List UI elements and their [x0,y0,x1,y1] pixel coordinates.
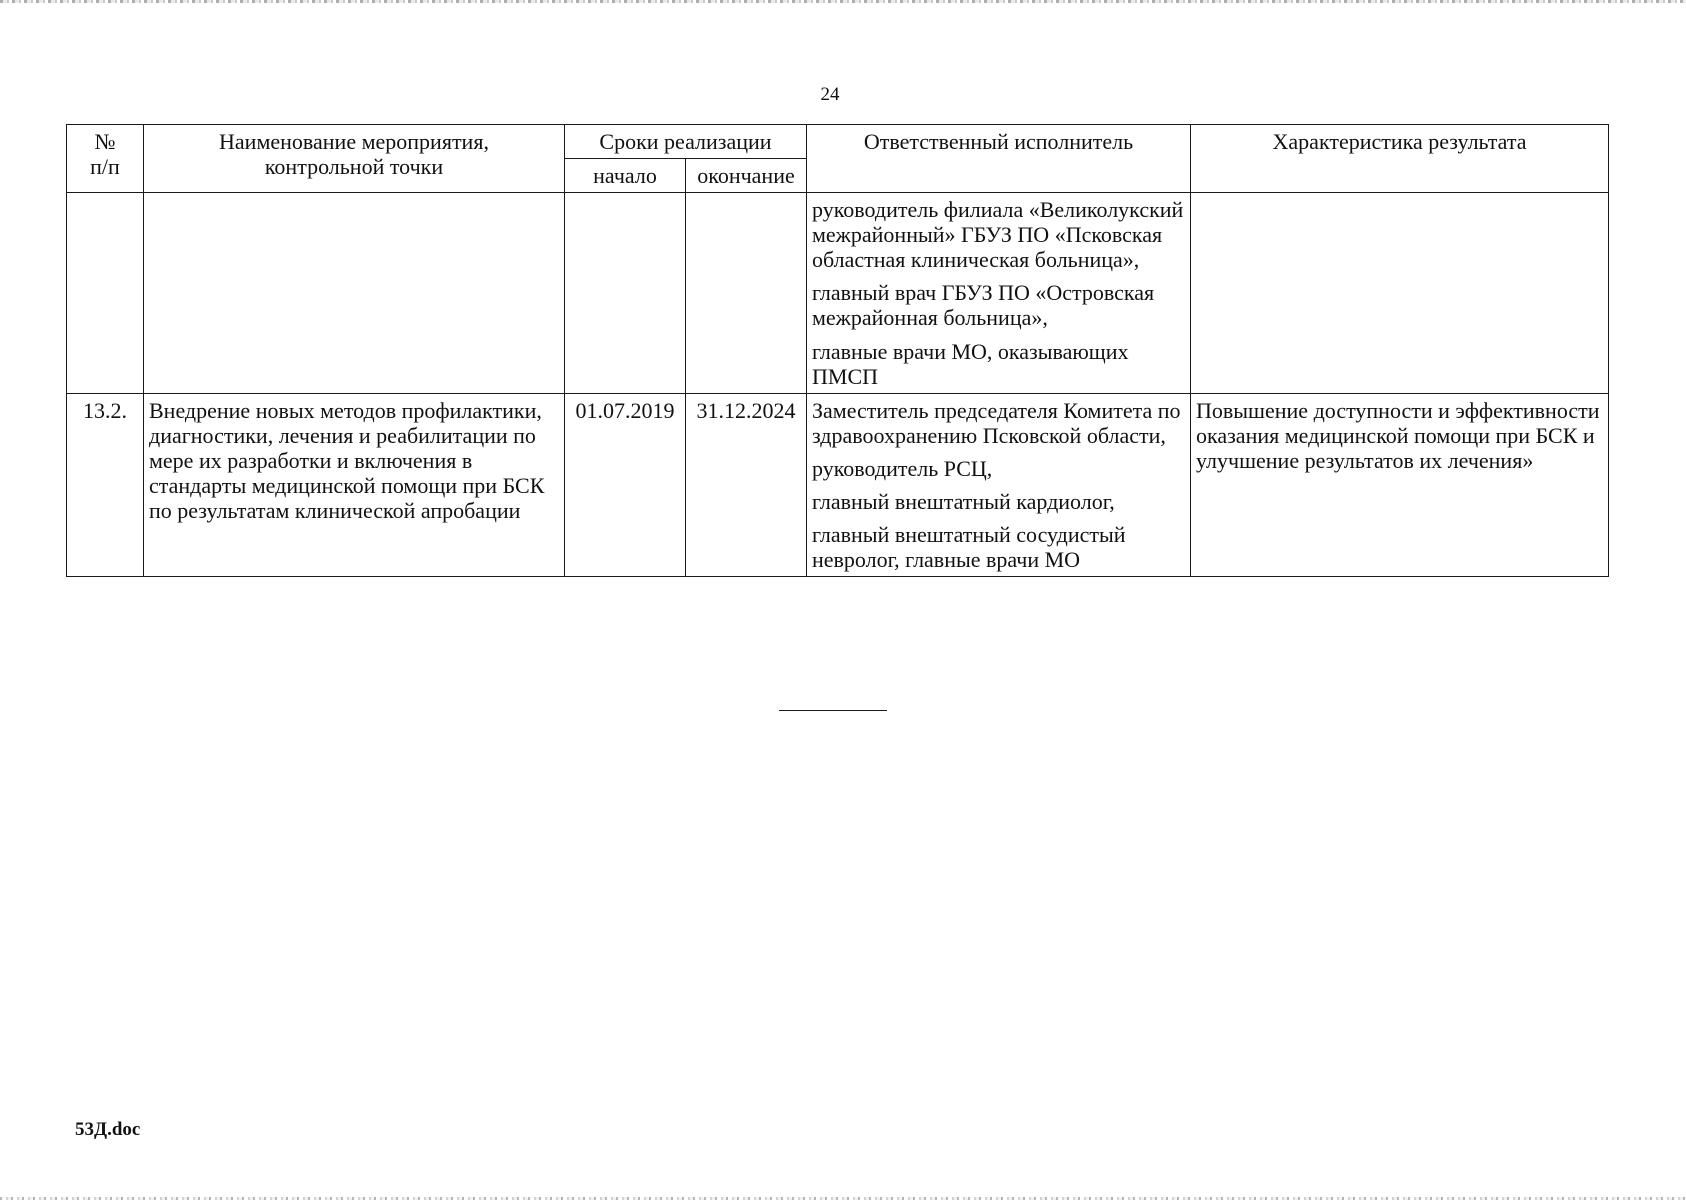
footer-filename: 53Д.doc [75,1119,141,1140]
responsible-entry: руководитель филиала «Великолукский межрайонный» ГБУЗ ПО «Псковская областная клиническая больница», [812,197,1184,273]
cell-end: 31.12.2024 [686,393,807,576]
cell-responsible [807,393,1191,576]
cell-num [67,193,144,394]
table-row [67,393,1609,576]
table-row [67,193,1609,394]
cell-result [1191,193,1609,394]
header-name-label: Наименование мероприятия, контрольной точки [219,129,489,180]
cell-end [686,193,807,394]
header-result: Характеристика результата [1191,125,1609,193]
cell-start: 01.07.2019 [565,393,686,576]
header-num-label: № п/п [90,129,120,180]
responsible-entry: главный внештатный сосудистый невролог, главные врачи МО [812,522,1126,573]
cell-name [144,193,565,394]
cell-responsible [807,193,1191,394]
cell-name: Внедрение новых методов профилактики, диагностики, лечения и реабилитации по мере их разработки и включения в стандарты медицинской помощи при БСК по результатам клинической апробации [144,393,565,576]
header-name [144,125,565,193]
header-end: окончание [686,159,807,193]
page-number: 24 [820,84,840,105]
responsible-entry: главный врач ГБУЗ ПО «Островская межрайонная больница», [812,280,1155,331]
activities-table [66,124,1609,577]
table-header-row [67,125,1609,159]
cell-result: Повышение доступности и эффективности оказания медицинской помощи при БСК и улучшение результатов их лечения» [1191,393,1609,576]
cell-start [565,193,686,394]
responsible-entry: главные врачи МО, оказывающих ПМСП [812,338,1129,389]
header-num [67,125,144,193]
scan-edge-top [0,0,1686,3]
responsible-entry: руководитель РСЦ, [812,455,993,481]
responsible-entry: главный внештатный кардиолог, [812,488,1115,514]
end-separator-line [779,710,887,711]
responsible-entry: Заместитель председателя Комитета по здравоохранению Псковской области, [812,397,1181,448]
header-terms: Сроки реализации [565,125,807,159]
header-start: начало [565,159,686,193]
header-responsible: Ответственный исполнитель [807,125,1191,193]
cell-num: 13.2. [67,393,144,576]
